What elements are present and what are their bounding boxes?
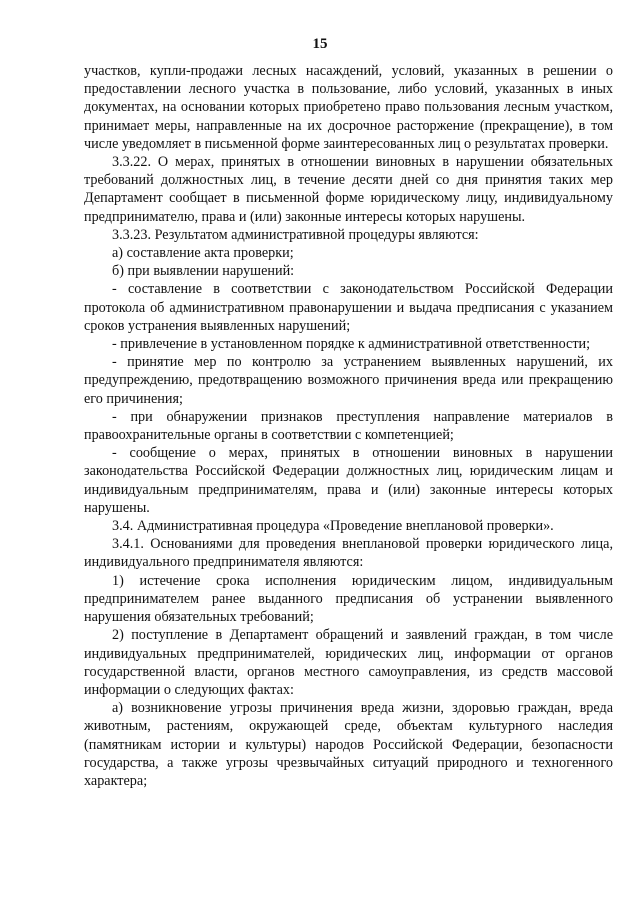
list-item-b: б) при выявлении нарушений: <box>112 263 295 280</box>
paragraph-3-3-22: 3.3.22. О мерах, принятых в отношении виновных в нарушении обязательных требований должностных лиц, в течение десяти дней со дня принятия таких мер Департамент сообщает в письменной форме юридическому лицу, индивидуальному предпринимателю, права и (или) законные интересы которых нарушены. <box>84 154 613 225</box>
list-item-protocol: - составление в соответствии с законодательством Российской Федерации протокола об административном правонарушении и выдача предписания с указанием сроков устранения выявленных нарушений; <box>84 281 613 334</box>
list-item-notification: - сообщение о мерах, принятых в отношении виновных в нарушении законодательства Российской Федерации должностных лиц, юридическим лицам и индивидуальным предпринимателям, права и (или) законные интересы которых нарушены. <box>84 445 613 516</box>
paragraph-continuation: участков, купли-продажи лесных насаждений, условий, указанных в решении о предоставлении лесного участка в пользование, либо условий, указанных в иных документах, на основании которых приобретено право пользования лесным участком, принимает меры, направленные на их досрочное расторжение (прекращение), в том числе уведомляет в письменной форме заинтересованных лиц о результатах проверки. <box>84 63 613 152</box>
paragraph-3-3-23: 3.3.23. Результатом административной процедуры являются: <box>112 226 479 243</box>
list-item-crime-materials: - при обнаружении признаков преступления направление материалов в правоохранительные органы в соответствии с компетенцией; <box>84 408 613 444</box>
list-item-control-measures: - принятие мер по контролю за устранением выявленных нарушений, их предупреждению, предотвращению возможного причинения вреда или прекращению его причинения; <box>84 354 613 407</box>
section-heading-3-4: 3.4. Административная процедура «Проведение внеплановой проверки». <box>112 518 554 535</box>
paragraph-3-4-1: 3.4.1. Основаниями для проведения внеплановой проверки юридического лица, индивидуального предпринимателя являются: <box>84 536 613 571</box>
document-body <box>84 62 613 790</box>
page-number: 15 <box>312 36 328 52</box>
list-item-liability: - привлечение в установленном порядке к административной ответственности; <box>112 336 591 353</box>
list-item-2a: а) возникновение угрозы причинения вреда жизни, здоровью граждан, вреда животным, растениям, окружающей среде, объектам культурного наследия (памятникам истории и культуры) народов Российской Федерации, безопасности государства, а также угрозы чрезвычайных ситуаций природного и техногенного характера; <box>84 700 613 789</box>
list-item-a: а) составление акта проверки; <box>112 245 294 262</box>
list-item-1: 1) истечение срока исполнения юридическим лицом, индивидуальным предпринимателем ранее выданного предписания об устранении выявленного нарушения обязательных требований; <box>84 572 613 626</box>
list-item-2: 2) поступление в Департамент обращений и заявлений граждан, в том числе индивидуальных предпринимателей, юридических лиц, информации от органов государственной власти, органов местного самоуправления, из средств массовой информации о следующих фактах: <box>84 627 613 698</box>
